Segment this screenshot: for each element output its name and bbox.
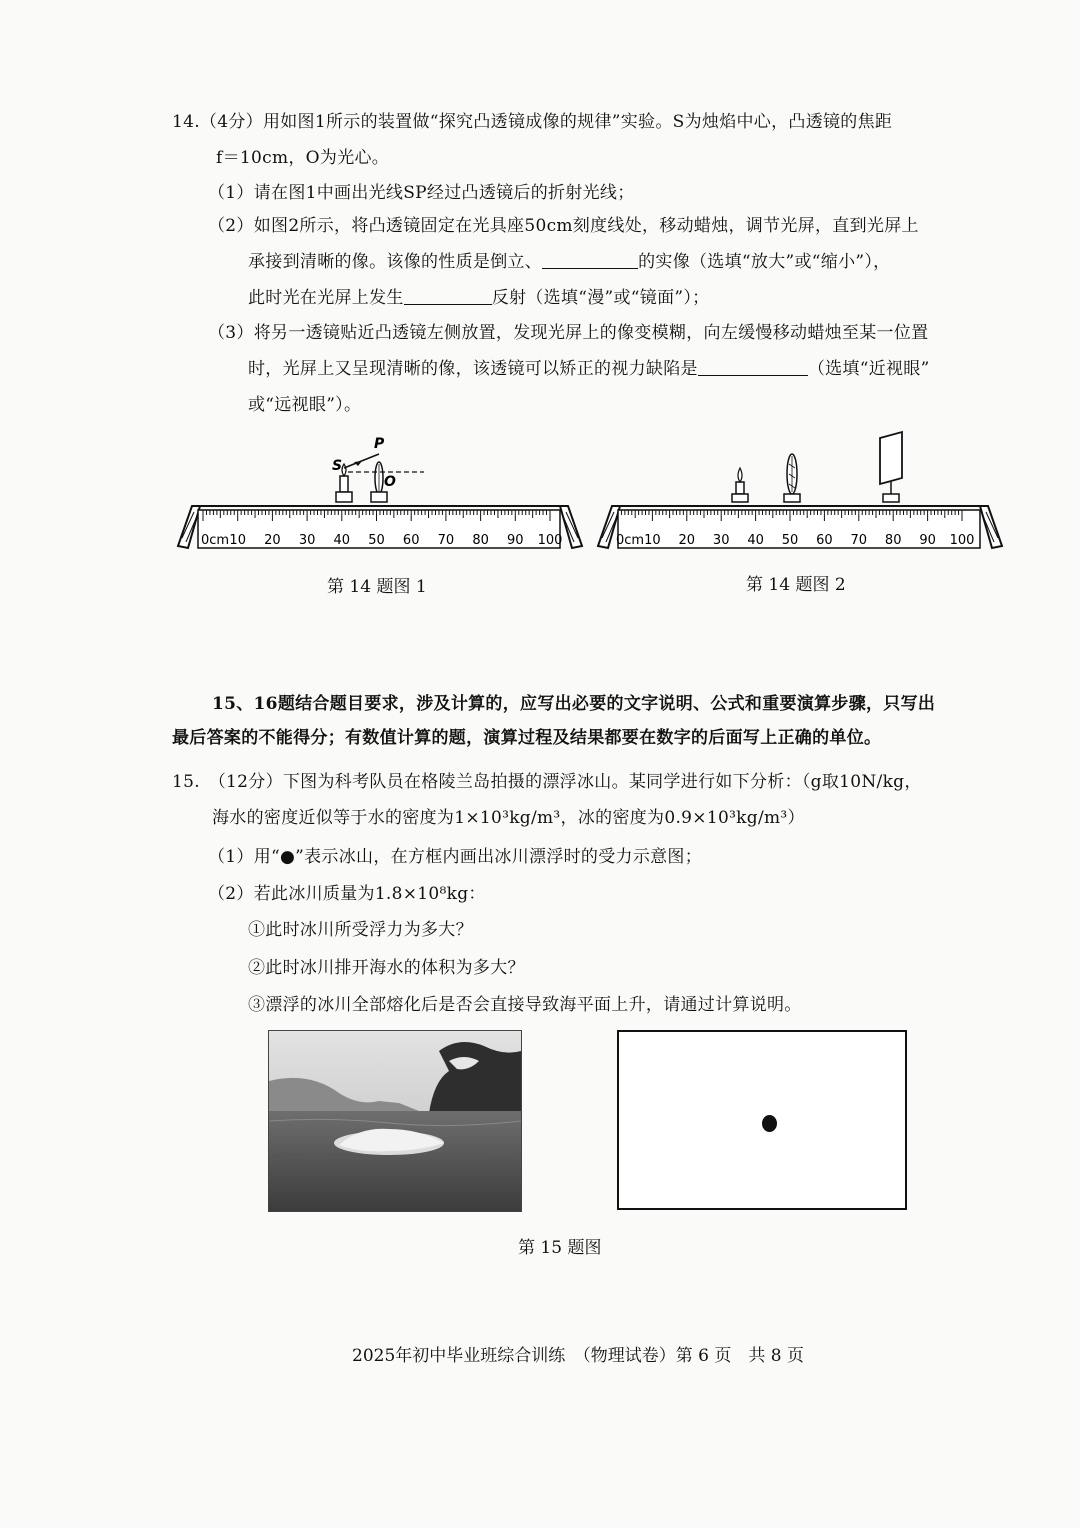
ruler-label: 60	[402, 533, 420, 548]
answer-blank-reflection[interactable]	[404, 286, 492, 305]
ruler-label: 30	[712, 533, 730, 548]
q15-sub2: ②此时冰川排开海水的体积为多大？	[248, 958, 525, 978]
left-bench-leg	[178, 506, 200, 548]
fig2-caption: 第 14 题图 2	[746, 575, 846, 595]
ruler-label: 50	[368, 533, 385, 548]
label-s: S	[332, 458, 343, 474]
convex-lens	[784, 454, 800, 502]
ruler-label: 60	[816, 533, 833, 548]
ruler-label: 40	[747, 533, 764, 548]
q15-part2: （2）若此冰川质量为1.8×10⁸kg：	[208, 884, 486, 904]
q14-part2-c-pre: 此时光在光屏上发生	[248, 288, 404, 308]
ruler-label: 50	[781, 533, 799, 548]
iceberg-dot-icon	[762, 1115, 777, 1132]
q14-part2-a: （2）如图2所示，将凸透镜固定在光具座50cm刻度线处，移动蜡烛，调节光屏，直到光屏上	[208, 216, 919, 236]
q14-part2-c-post: 反射（选填“漫”或“镜面”）；	[491, 288, 710, 308]
ruler-label: 80	[884, 533, 902, 548]
ruler-label: 30	[298, 533, 316, 548]
ruler-label: 90	[507, 533, 524, 548]
ray-sp	[344, 454, 379, 468]
q15-sub3: ③漂浮的冰川全部熔化后是否会直接导致海平面上升，请通过计算说明。	[248, 995, 802, 1015]
q14-part1: （1）请在图1中画出光线SP经过凸透镜后的折射光线；	[208, 183, 635, 203]
q15-header: 15. （12分）下图为科考队员在格陵兰岛拍摄的漂浮冰山。某同学进行如下分析：（g取10N/kg，	[172, 772, 922, 792]
figure-14-1	[170, 430, 590, 560]
ruler-label: 90	[919, 533, 936, 548]
candle	[732, 468, 748, 502]
q14-part2-b	[248, 250, 890, 274]
ruler-label: 70	[437, 533, 455, 548]
fig1-caption: 第 14 题图 1	[327, 577, 427, 597]
right-bench-leg	[980, 506, 1002, 548]
ruler-label: 10	[229, 533, 246, 548]
q15-sub1: ①此时冰川所受浮力为多大？	[248, 920, 473, 940]
calc-instructions-line1: 15、16题结合题目要求，涉及计算的，应写出必要的文字说明、公式和重要演算步骤，只写出	[212, 694, 936, 714]
q15-caption: 第 15 题图	[518, 1238, 602, 1258]
figure-14-2	[590, 430, 1010, 560]
answer-blank-vision[interactable]	[698, 357, 808, 376]
ruler-label: 100	[537, 533, 563, 548]
q15-part1: （1）用“●”表示冰山，在方框内画出冰川漂浮时的受力示意图；	[208, 847, 703, 867]
ruler-label: 0cm	[616, 533, 645, 548]
light-screen	[880, 432, 902, 502]
ruler-label: 80	[472, 533, 489, 548]
q14-part3-b-post: （选填“近视眼”	[807, 359, 930, 379]
iceberg-photo	[268, 1030, 522, 1212]
q15-header-cont: 海水的密度近似等于水的密度为1×10³kg/m³，冰的密度为0.9×10³kg/m³）	[212, 808, 805, 828]
ruler-label: 20	[264, 533, 281, 548]
ruler-label: 40	[333, 533, 351, 548]
label-p: P	[374, 436, 385, 452]
ruler-label: 10	[644, 533, 661, 548]
q14-part3-a: （3）将另一透镜贴近凸透镜左侧放置，发现光屏上的像变模糊，向左缓慢移动蜡烛至某一位置	[208, 323, 929, 343]
ruler-label: 20	[678, 533, 696, 548]
ruler-label: 70	[850, 533, 868, 548]
label-o: O	[384, 474, 396, 490]
q14-part2-b-pre: 承接到清晰的像。该像的性质是倒立、	[248, 252, 543, 272]
calc-instructions-line2: 最后答案的不能得分；有数值计算的题，演算过程及结果都要在数字的后面写上正确的单位。	[172, 728, 882, 748]
ruler-label: 100	[949, 533, 975, 548]
answer-blank-image-size[interactable]	[542, 250, 638, 269]
page-footer: 2025年初中毕业班综合训练 （物理试卷）第 6 页 共 8 页	[352, 1346, 805, 1366]
q14-part2-b-post: 的实像（选填“放大”或“缩小”），	[638, 252, 891, 272]
q14-part3-c: 或“远视眼”）。	[248, 395, 362, 415]
q14-part3-b-pre: 时，光屏上又呈现清晰的像，该透镜可以矫正的视力缺陷是	[248, 359, 698, 379]
q14-part3-b	[248, 357, 930, 381]
right-bench-leg	[560, 506, 582, 548]
q14-header-cont: f＝10cm，O为光心。	[216, 148, 390, 168]
q14-header: 14.（4分）用如图1所示的装置做“探究凸透镜成像的规律”实验。S为烛焰中心，凸透镜的焦距	[172, 112, 893, 132]
force-diagram-box[interactable]	[617, 1030, 907, 1210]
q14-part2-c	[248, 286, 709, 310]
ruler-label: 0cm	[201, 533, 230, 548]
